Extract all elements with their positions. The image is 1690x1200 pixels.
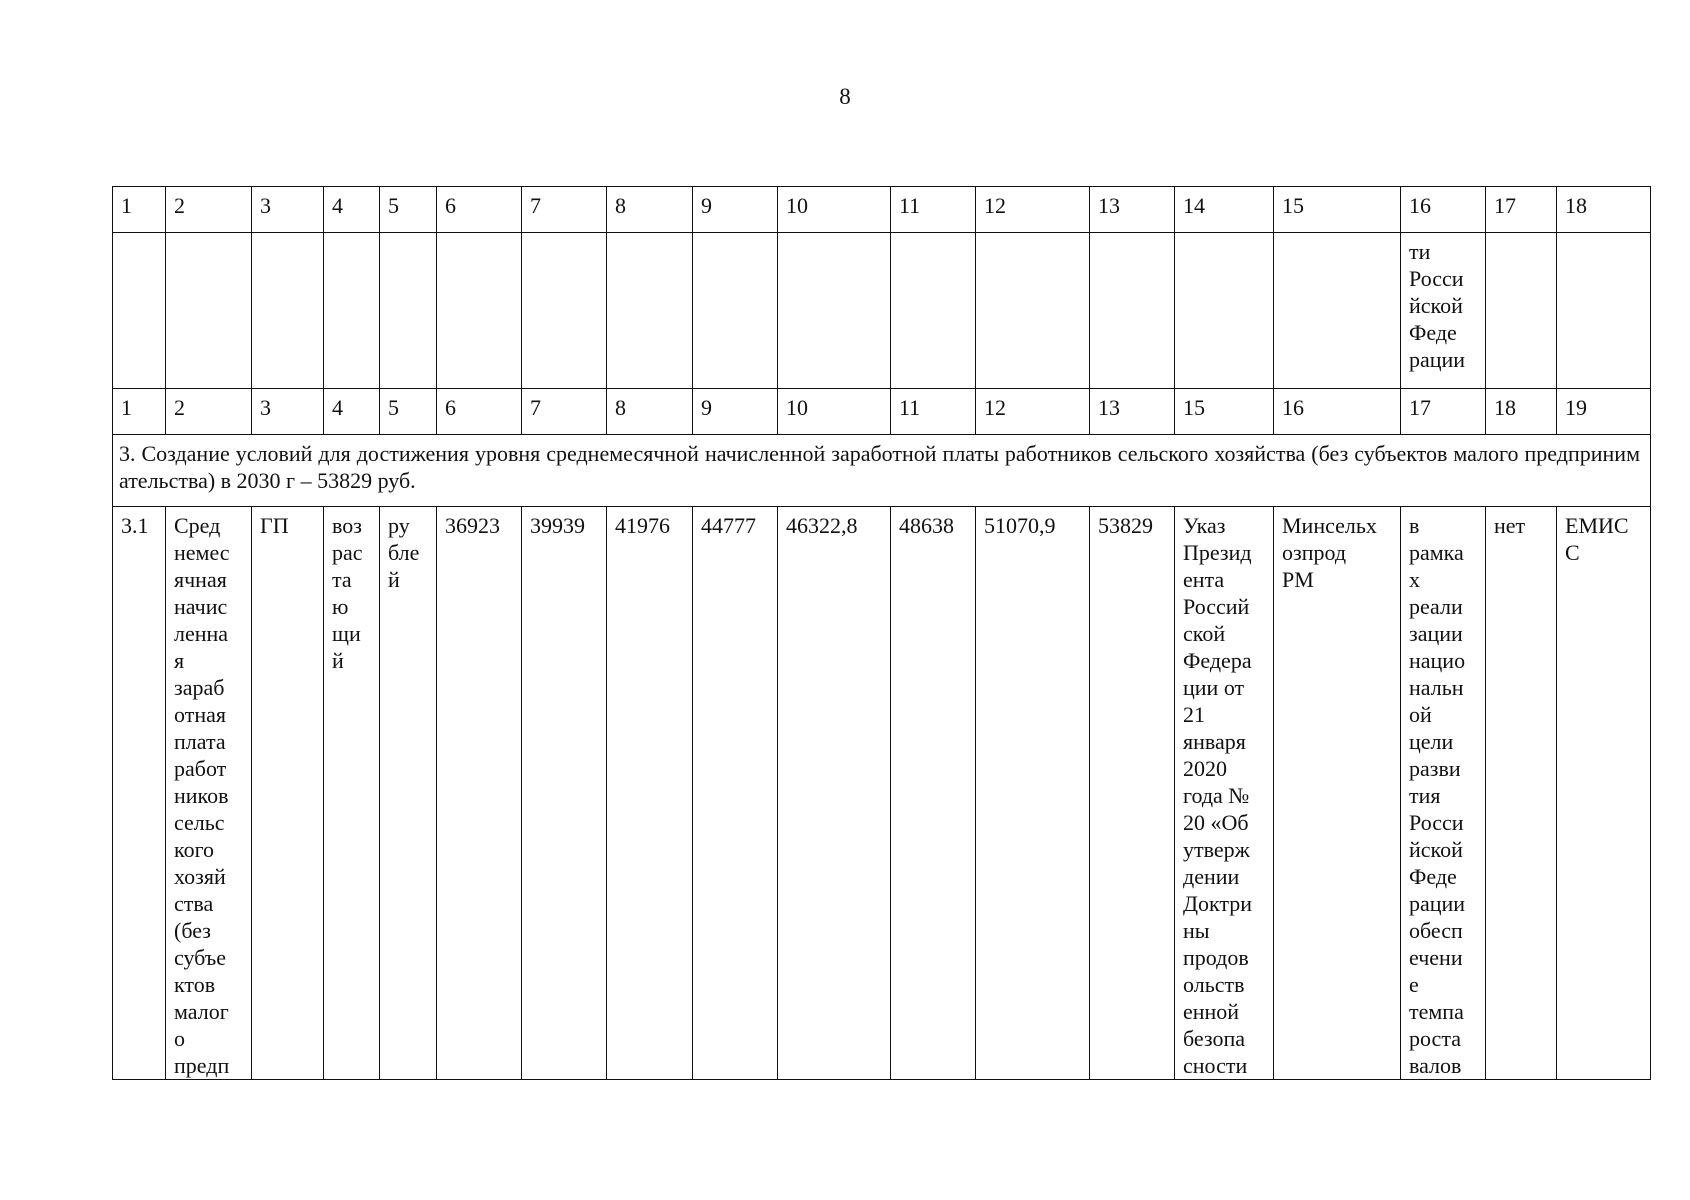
- indicator-name: [166, 507, 252, 1080]
- header-cell: 4: [324, 187, 380, 233]
- text-line: валов: [1409, 1053, 1462, 1078]
- text-line: С: [1565, 540, 1580, 565]
- text-line: дении: [1183, 864, 1240, 889]
- continuation-text-cell: [1401, 233, 1486, 389]
- value-cell: 36923: [437, 507, 522, 1080]
- header-cell: 10: [778, 187, 891, 233]
- header-cell: 15: [1175, 389, 1274, 435]
- text-line: 20 «Об: [1183, 810, 1249, 835]
- flag-cell: нет: [1486, 507, 1557, 1080]
- text-line: Россий: [1183, 594, 1250, 619]
- empty-cell: [522, 233, 607, 389]
- empty-cell: [324, 233, 380, 389]
- section-title: 3. Создание условий для достижения уровня среднемесячной начисленной заработной платы работников сельского хозяйства (без субъектов малого предпринимательства) в 2030 г – 53829 руб.: [113, 435, 1651, 507]
- text-line: кого: [174, 837, 215, 862]
- text-line: плата: [174, 729, 226, 754]
- link-cell: [1401, 507, 1486, 1080]
- text-line: малог: [174, 999, 229, 1024]
- header-cell: 17: [1401, 389, 1486, 435]
- text-line: ячная: [174, 567, 227, 592]
- text-line: Минсельх: [1282, 513, 1377, 538]
- header-cell: 14: [1175, 187, 1274, 233]
- header-cell: 11: [891, 389, 976, 435]
- header-cell: 16: [1401, 187, 1486, 233]
- header-cell: 11: [891, 187, 976, 233]
- text-line: ю: [332, 594, 349, 619]
- text-line: е: [1409, 972, 1419, 997]
- text-line: ников: [174, 783, 229, 808]
- page-number: 8: [839, 84, 851, 109]
- text-line: ти: [1409, 239, 1431, 264]
- text-line: ечени: [1409, 945, 1463, 970]
- header-row-2: [113, 389, 1651, 435]
- text-line: ЕМИС: [1565, 513, 1629, 538]
- system-cell: [1557, 507, 1651, 1080]
- text-line: рас: [332, 540, 363, 565]
- text-line: Росси: [1409, 266, 1464, 291]
- header-cell: 13: [1090, 389, 1175, 435]
- text-line: рации: [1409, 347, 1466, 372]
- text-line: Росси: [1409, 810, 1464, 835]
- text-line: сельс: [174, 810, 225, 835]
- text-line: предп: [174, 1053, 230, 1078]
- text-line: й: [332, 648, 344, 673]
- header-cell: 2: [166, 389, 252, 435]
- text-line: рамка: [1409, 540, 1464, 565]
- value-cell: 44777: [693, 507, 778, 1080]
- text-line: Феде: [1409, 320, 1457, 345]
- header-cell: 5: [380, 187, 437, 233]
- header-cell: 8: [607, 187, 693, 233]
- header-cell: 19: [1557, 389, 1651, 435]
- text-line: января: [1183, 729, 1246, 754]
- header-cell: 9: [693, 389, 778, 435]
- text-line: ства: [174, 891, 214, 916]
- text-line: Доктри: [1183, 891, 1253, 916]
- table-row: [113, 507, 1651, 1080]
- header-cell: 1: [113, 187, 166, 233]
- text-line: ктов: [174, 972, 216, 997]
- text-line: реали: [1409, 594, 1463, 619]
- header-cell: 5: [380, 389, 437, 435]
- text-line: ской: [1183, 621, 1226, 646]
- responsible-cell: [1274, 507, 1401, 1080]
- text-line: темпа: [1409, 999, 1464, 1024]
- text-line: немес: [174, 540, 230, 565]
- text-line: бле: [388, 540, 420, 565]
- header-cell: 3: [252, 187, 324, 233]
- text-line: ольств: [1183, 972, 1245, 997]
- text-line: озпрод: [1282, 540, 1347, 565]
- text-line: нацио: [1409, 648, 1466, 673]
- text-line: воз: [332, 513, 362, 538]
- text-line: ленна: [174, 621, 229, 646]
- text-line: ны: [1183, 918, 1210, 943]
- empty-cell: [1090, 233, 1175, 389]
- header-cell: 10: [778, 389, 891, 435]
- empty-cell: [1557, 233, 1651, 389]
- unit-cell: [380, 507, 437, 1080]
- text-line: безопа: [1183, 1026, 1246, 1051]
- text-line: РМ: [1282, 567, 1314, 592]
- text-line: года №: [1183, 783, 1250, 808]
- header-cell: 17: [1486, 187, 1557, 233]
- header-cell: 3: [252, 389, 324, 435]
- text-line: 2020: [1183, 756, 1227, 781]
- text-line: разви: [1409, 756, 1461, 781]
- header-cell: 18: [1486, 389, 1557, 435]
- header-cell: 12: [976, 389, 1090, 435]
- text-line: ру: [388, 513, 410, 538]
- text-line: Федера: [1183, 648, 1252, 673]
- text-line: сности: [1183, 1053, 1248, 1078]
- text-line: зации: [1409, 621, 1463, 646]
- empty-cell: [380, 233, 437, 389]
- text-line: обесп: [1409, 918, 1463, 943]
- header-cell: 15: [1274, 187, 1401, 233]
- text-line: продов: [1183, 945, 1249, 970]
- text-line: щи: [332, 621, 361, 646]
- empty-cell: [778, 233, 891, 389]
- empty-cell: [1486, 233, 1557, 389]
- level-cell: ГП: [252, 507, 324, 1080]
- text-line: работ: [174, 756, 227, 781]
- text-line: рации: [1409, 891, 1466, 916]
- text-line: х: [1409, 567, 1420, 592]
- header-cell: 13: [1090, 187, 1175, 233]
- header-cell: 12: [976, 187, 1090, 233]
- document-cell: [1175, 507, 1274, 1080]
- value-cell: 53829: [1090, 507, 1175, 1080]
- text-line: субъе: [174, 945, 226, 970]
- text-line: Указ: [1183, 513, 1226, 538]
- text-line: отная: [174, 702, 226, 727]
- text-line: цели: [1409, 729, 1454, 754]
- indicators-table: [112, 186, 1651, 1080]
- section-row: [113, 435, 1651, 507]
- text-line: енной: [1183, 999, 1240, 1024]
- text-line: ции от: [1183, 675, 1245, 700]
- header-cell: 6: [437, 389, 522, 435]
- text-line: Презид: [1183, 540, 1252, 565]
- empty-cell: [1175, 233, 1274, 389]
- value-cell: 41976: [607, 507, 693, 1080]
- text-line: йской: [1409, 837, 1463, 862]
- text-line: о: [174, 1026, 185, 1051]
- value-cell: 46322,8: [778, 507, 891, 1080]
- empty-cell: [607, 233, 693, 389]
- text-line: я: [174, 648, 185, 673]
- text-line: Феде: [1409, 864, 1457, 889]
- empty-cell: [976, 233, 1090, 389]
- text-line: йской: [1409, 293, 1463, 318]
- empty-cell: [113, 233, 166, 389]
- empty-cell: [437, 233, 522, 389]
- text-line: зараб: [174, 675, 225, 700]
- text-line: роста: [1409, 1026, 1461, 1051]
- header-cell: 9: [693, 187, 778, 233]
- header-cell: 1: [113, 389, 166, 435]
- text-line: 21: [1183, 702, 1205, 727]
- text-line: та: [332, 567, 352, 592]
- empty-cell: [1274, 233, 1401, 389]
- row-number: 3.1: [113, 507, 166, 1080]
- text-line: тия: [1409, 783, 1441, 808]
- text-line: нальн: [1409, 675, 1464, 700]
- text-line: Сред: [174, 513, 221, 538]
- text-line: в: [1409, 513, 1420, 538]
- header-cell: 2: [166, 187, 252, 233]
- text-line: (без: [174, 918, 211, 943]
- value-cell: 48638: [891, 507, 976, 1080]
- text-line: хозяй: [174, 864, 226, 889]
- value-cell: 51070,9: [976, 507, 1090, 1080]
- header-cell: 18: [1557, 187, 1651, 233]
- empty-cell: [166, 233, 252, 389]
- text-line: ента: [1183, 567, 1225, 592]
- header-cell: 4: [324, 389, 380, 435]
- header-row-1: [113, 187, 1651, 233]
- value-cell: 39939: [522, 507, 607, 1080]
- header-cell: 7: [522, 187, 607, 233]
- header-cell: 8: [607, 389, 693, 435]
- trend-cell: [324, 507, 380, 1080]
- header-cell: 16: [1274, 389, 1401, 435]
- continuation-row: [113, 233, 1651, 389]
- text-line: утверж: [1183, 837, 1250, 862]
- header-cell: 7: [522, 389, 607, 435]
- text-line: ой: [1409, 702, 1432, 727]
- empty-cell: [693, 233, 778, 389]
- empty-cell: [252, 233, 324, 389]
- empty-cell: [891, 233, 976, 389]
- text-line: й: [388, 567, 400, 592]
- header-cell: 6: [437, 187, 522, 233]
- text-line: начис: [174, 594, 228, 619]
